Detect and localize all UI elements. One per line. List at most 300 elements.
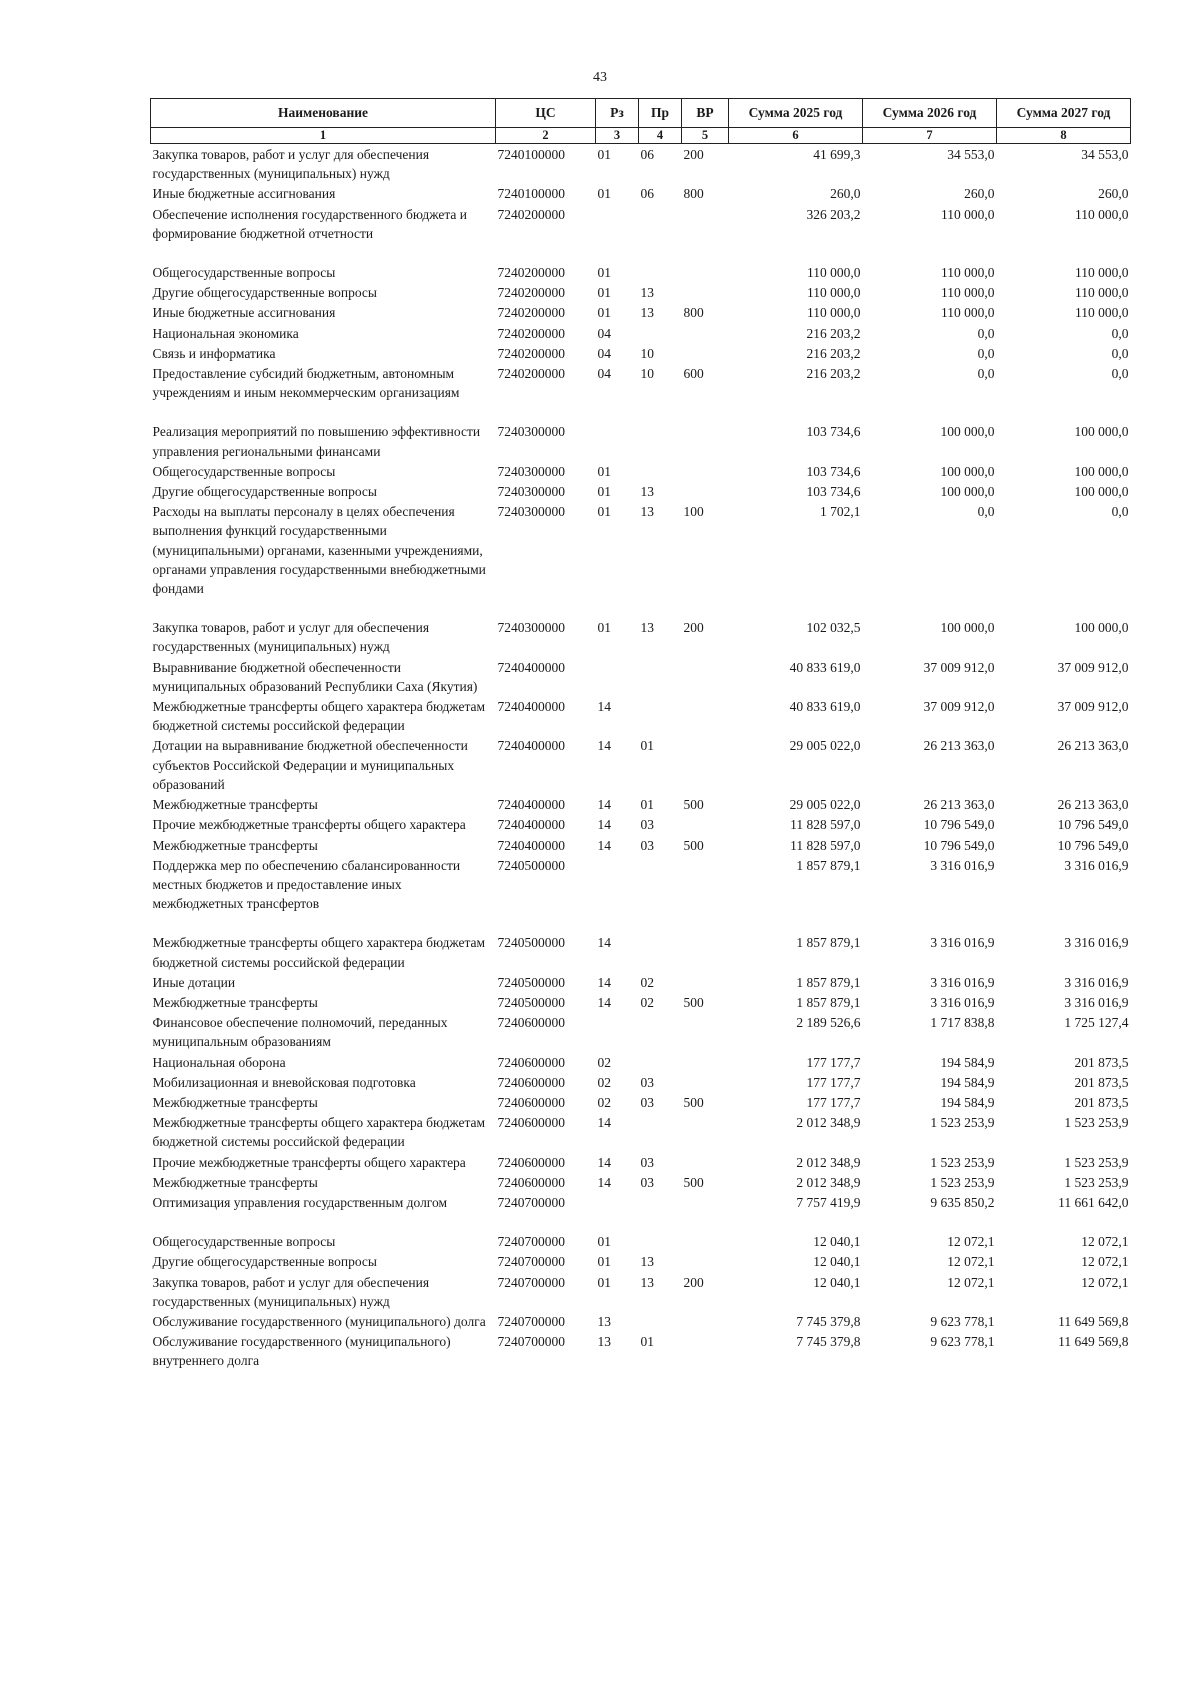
table-row xyxy=(151,794,1131,814)
table-row xyxy=(151,1112,1131,1151)
row-sum-2025: 326 203,2 xyxy=(806,206,861,222)
row-name: Расходы на выплаты персоналу в целях обеспечения выполнения функций государственными (муниципальными) органами, казенными учреждениями, органами управления государственными внебюджетными фондами xyxy=(152,504,486,597)
row-sum-2026: 100 000,0 xyxy=(940,484,995,500)
row-pr xyxy=(639,421,682,460)
row-sum-2025: 41 699,3 xyxy=(813,147,861,162)
table-row xyxy=(151,735,1131,794)
row-rz xyxy=(596,657,639,696)
table-row xyxy=(151,992,1131,1012)
row-sum-2026: 26 213 363,0 xyxy=(923,797,995,813)
row-vr xyxy=(682,932,729,971)
row-sum-2026: 3 316 016,9 xyxy=(930,994,995,1010)
row-sum-2025: 12 040,1 xyxy=(813,1234,861,1250)
row-pr: 13 xyxy=(640,620,654,636)
row-rz: 01 xyxy=(597,1234,611,1250)
column-number: 2 xyxy=(496,128,596,144)
row-sum-2026: 34 553,0 xyxy=(947,147,995,162)
row-rz: 02 xyxy=(597,1074,611,1090)
row-vr xyxy=(682,696,729,735)
table-row xyxy=(151,855,1131,914)
row-vr: 500 xyxy=(683,994,704,1010)
table-row xyxy=(151,144,1131,184)
row-vr: 500 xyxy=(683,1094,704,1110)
table-row xyxy=(151,1251,1131,1271)
row-vr: 800 xyxy=(683,186,704,202)
row-cs: 7240400000 xyxy=(497,699,565,715)
row-sum-2025: 216 203,2 xyxy=(806,345,861,361)
row-cs: 7240400000 xyxy=(497,797,565,813)
row-cs: 7240100000 xyxy=(497,186,565,202)
table-row xyxy=(151,501,1131,598)
row-vr xyxy=(682,461,729,481)
row-spacer xyxy=(151,598,1131,617)
row-rz: 14 xyxy=(597,1174,611,1190)
row-sum-2027: 260,0 xyxy=(1098,186,1129,202)
row-name: Закупка товаров, работ и услуг для обеспечения государственных (муниципальных) нужд xyxy=(152,147,430,182)
row-name: Межбюджетные трансферты общего характера бюджетам бюджетной системы российской федерации xyxy=(152,699,486,734)
row-vr: 200 xyxy=(683,1274,704,1290)
row-sum-2026: 110 000,0 xyxy=(941,285,995,301)
row-sum-2027: 11 649 569,8 xyxy=(1058,1313,1129,1329)
row-sum-2026: 194 584,9 xyxy=(940,1074,995,1090)
row-rz: 01 xyxy=(597,147,611,162)
row-sum-2026: 9 635 850,2 xyxy=(930,1194,995,1210)
row-spacer xyxy=(151,402,1131,421)
row-sum-2026: 100 000,0 xyxy=(940,463,995,479)
row-vr xyxy=(682,1052,729,1072)
row-pr: 02 xyxy=(640,974,654,990)
row-rz: 14 xyxy=(597,994,611,1010)
row-sum-2027: 201 873,5 xyxy=(1074,1074,1129,1090)
row-sum-2025: 40 833 619,0 xyxy=(789,659,861,675)
table-row xyxy=(151,343,1131,363)
row-sum-2027: 1 523 253,9 xyxy=(1064,1174,1129,1190)
row-pr: 06 xyxy=(640,186,654,202)
row-sum-2026: 26 213 363,0 xyxy=(923,738,995,754)
row-vr xyxy=(682,262,729,282)
row-name: Закупка товаров, работ и услуг для обеспечения государственных (муниципальных) нужд xyxy=(152,1274,430,1309)
row-sum-2027: 12 072,1 xyxy=(1081,1234,1129,1250)
row-pr: 13 xyxy=(640,285,654,301)
row-sum-2027: 0,0 xyxy=(1111,345,1129,361)
row-sum-2026: 3 316 016,9 xyxy=(930,935,995,951)
row-cs: 7240400000 xyxy=(497,817,565,833)
row-vr xyxy=(682,972,729,992)
row-sum-2025: 110 000,0 xyxy=(807,285,861,301)
row-name: Национальная экономика xyxy=(152,325,299,341)
row-cs: 7240600000 xyxy=(497,1015,565,1031)
row-sum-2026: 100 000,0 xyxy=(940,620,995,636)
row-sum-2025: 12 040,1 xyxy=(813,1254,861,1270)
row-pr: 03 xyxy=(640,1174,654,1190)
row-sum-2027: 1 523 253,9 xyxy=(1064,1154,1129,1170)
row-sum-2026: 3 316 016,9 xyxy=(930,974,995,990)
column-number-row xyxy=(151,128,1131,144)
row-name: Мобилизационная и вневойсковая подготовка xyxy=(152,1074,416,1090)
table-row xyxy=(151,972,1131,992)
row-sum-2027: 110 000,0 xyxy=(1075,265,1129,281)
row-cs: 7240700000 xyxy=(497,1254,565,1270)
row-cs: 7240300000 xyxy=(497,424,565,440)
row-pr: 13 xyxy=(640,305,654,321)
row-sum-2027: 3 316 016,9 xyxy=(1064,974,1129,990)
row-cs: 7240500000 xyxy=(497,935,565,951)
row-sum-2027: 1 523 253,9 xyxy=(1064,1115,1129,1131)
row-cs: 7240500000 xyxy=(497,974,565,990)
row-spacer-cell xyxy=(151,913,1131,932)
row-rz: 13 xyxy=(597,1313,611,1329)
row-cs: 7240700000 xyxy=(497,1234,565,1250)
row-rz xyxy=(596,855,639,914)
row-name: Реализация мероприятий по повышению эффективности управления региональными финансами xyxy=(152,424,481,459)
row-spacer-cell xyxy=(151,1212,1131,1231)
table-row xyxy=(151,302,1131,322)
row-sum-2027: 26 213 363,0 xyxy=(1057,738,1129,754)
row-rz xyxy=(596,1192,639,1212)
row-sum-2027: 26 213 363,0 xyxy=(1057,797,1129,813)
row-sum-2027: 11 661 642,0 xyxy=(1058,1194,1129,1210)
row-pr: 13 xyxy=(640,504,654,520)
column-number: 3 xyxy=(596,128,639,144)
row-vr xyxy=(682,1192,729,1212)
row-sum-2025: 40 833 619,0 xyxy=(789,699,861,715)
row-name: Иные бюджетные ассигнования xyxy=(152,186,336,202)
row-name: Выравнивание бюджетной обеспеченности муниципальных образований Республики Саха (Якутия) xyxy=(152,659,478,694)
row-name: Межбюджетные трансферты xyxy=(152,1094,318,1110)
row-name: Межбюджетные трансферты общего характера бюджетам бюджетной системы российской федерации xyxy=(152,1115,486,1150)
row-vr xyxy=(682,481,729,501)
row-rz: 01 xyxy=(597,285,611,301)
row-sum-2025: 2 012 348,9 xyxy=(796,1154,861,1170)
row-rz: 14 xyxy=(597,699,611,715)
row-rz: 14 xyxy=(597,817,611,833)
row-cs: 7240500000 xyxy=(497,857,565,873)
row-sum-2026: 37 009 912,0 xyxy=(923,699,995,715)
row-vr: 100 xyxy=(683,504,704,520)
row-sum-2027: 1 725 127,4 xyxy=(1064,1015,1129,1031)
row-name: Дотации на выравнивание бюджетной обеспеченности субъектов Российской Федерации и муниципальных образований xyxy=(152,738,468,792)
table-row xyxy=(151,1272,1131,1311)
table-row xyxy=(151,657,1131,696)
row-sum-2026: 0,0 xyxy=(977,504,995,520)
row-sum-2027: 110 000,0 xyxy=(1075,305,1129,321)
row-vr xyxy=(682,1251,729,1271)
row-pr: 01 xyxy=(640,797,654,813)
row-cs: 7240600000 xyxy=(497,1094,565,1110)
row-sum-2026: 10 796 549,0 xyxy=(923,837,995,853)
row-pr xyxy=(639,1231,682,1251)
row-sum-2026: 37 009 912,0 xyxy=(923,659,995,675)
row-rz: 14 xyxy=(597,797,611,813)
row-cs: 7240600000 xyxy=(497,1174,565,1190)
row-cs: 7240700000 xyxy=(497,1313,565,1329)
table-row xyxy=(151,814,1131,834)
row-sum-2026: 1 523 253,9 xyxy=(930,1154,995,1170)
row-sum-2025: 103 734,6 xyxy=(806,484,861,500)
row-vr: 200 xyxy=(683,147,704,162)
row-sum-2025: 177 177,7 xyxy=(806,1054,861,1070)
row-name: Межбюджетные трансферты xyxy=(152,994,318,1010)
row-sum-2025: 177 177,7 xyxy=(806,1074,861,1090)
row-cs: 7240100000 xyxy=(497,147,565,162)
table-row xyxy=(151,1092,1131,1112)
row-rz: 14 xyxy=(597,935,611,951)
row-sum-2025: 2 189 526,6 xyxy=(796,1015,861,1031)
row-name: Национальная оборона xyxy=(152,1054,286,1070)
row-sum-2027: 37 009 912,0 xyxy=(1057,699,1129,715)
row-pr: 10 xyxy=(640,345,654,361)
table-row xyxy=(151,282,1131,302)
table-row xyxy=(151,481,1131,501)
row-pr: 03 xyxy=(640,837,654,853)
row-cs: 7240600000 xyxy=(497,1054,565,1070)
row-vr: 200 xyxy=(683,620,704,636)
row-pr xyxy=(639,1192,682,1212)
row-sum-2026: 110 000,0 xyxy=(941,265,995,281)
row-name: Финансовое обеспечение полномочий, переданных муниципальным образованиям xyxy=(152,1015,448,1050)
row-name: Предоставление субсидий бюджетным, автономным учреждениям и иным некоммерческим организациям xyxy=(152,366,460,401)
column-number: 6 xyxy=(729,128,863,144)
row-spacer-cell xyxy=(151,402,1131,421)
row-rz: 01 xyxy=(597,186,611,202)
row-name: Оптимизация управления государственным долгом xyxy=(152,1194,448,1210)
header-cs: ЦС xyxy=(496,99,596,128)
table-row xyxy=(151,1192,1131,1212)
row-sum-2027: 12 072,1 xyxy=(1081,1254,1129,1270)
row-sum-2025: 11 828 597,0 xyxy=(790,837,861,853)
header-sum-2026: Сумма 2026 год xyxy=(863,99,997,128)
row-vr xyxy=(682,421,729,460)
row-vr: 500 xyxy=(683,797,704,813)
row-sum-2025: 2 012 348,9 xyxy=(796,1174,861,1190)
row-vr xyxy=(682,323,729,343)
row-cs: 7240200000 xyxy=(497,206,565,222)
header-row xyxy=(151,99,1131,128)
row-name: Межбюджетные трансферты xyxy=(152,1174,318,1190)
row-spacer xyxy=(151,913,1131,932)
row-vr xyxy=(682,855,729,914)
row-vr xyxy=(682,282,729,302)
row-sum-2026: 0,0 xyxy=(977,366,995,382)
row-sum-2027: 110 000,0 xyxy=(1075,206,1129,222)
row-name: Межбюджетные трансферты общего характера бюджетам бюджетной системы российской федерации xyxy=(152,935,486,970)
row-sum-2025: 12 040,1 xyxy=(813,1274,861,1290)
row-sum-2025: 103 734,6 xyxy=(806,463,861,479)
row-sum-2026: 12 072,1 xyxy=(947,1274,995,1290)
row-name: Поддержка мер по обеспечению сбалансированности местных бюджетов и предоставление иных межбюджетных трансфертов xyxy=(152,857,461,912)
table-row xyxy=(151,262,1131,282)
row-name: Обеспечение исполнения государственного бюджета и формирование бюджетной отчетности xyxy=(152,206,467,241)
row-sum-2025: 1 702,1 xyxy=(820,504,861,520)
row-vr xyxy=(682,343,729,363)
table-row xyxy=(151,421,1131,460)
row-sum-2026: 194 584,9 xyxy=(940,1094,995,1110)
table-row xyxy=(151,1012,1131,1051)
row-sum-2026: 0,0 xyxy=(977,325,995,341)
row-vr: 600 xyxy=(683,366,704,382)
row-vr: 500 xyxy=(683,1174,704,1190)
row-sum-2025: 110 000,0 xyxy=(807,305,861,321)
page-number: 43 xyxy=(593,70,607,85)
row-pr xyxy=(639,1012,682,1051)
row-cs: 7240400000 xyxy=(497,659,565,675)
row-sum-2026: 10 796 549,0 xyxy=(923,817,995,833)
row-sum-2026: 110 000,0 xyxy=(941,305,995,321)
row-rz: 02 xyxy=(597,1094,611,1110)
row-sum-2027: 10 796 549,0 xyxy=(1057,817,1129,833)
row-sum-2025: 2 012 348,9 xyxy=(796,1115,861,1131)
row-sum-2025: 110 000,0 xyxy=(807,265,861,281)
table-row xyxy=(151,204,1131,243)
header-rz: Рз xyxy=(596,99,639,128)
row-sum-2026: 1 523 253,9 xyxy=(930,1115,995,1131)
row-name: Другие общегосударственные вопросы xyxy=(152,285,377,301)
row-sum-2026: 260,0 xyxy=(964,186,995,202)
row-spacer xyxy=(151,243,1131,262)
row-vr: 800 xyxy=(683,305,704,321)
row-pr: 03 xyxy=(640,1094,654,1110)
row-sum-2027: 12 072,1 xyxy=(1081,1274,1129,1290)
header-sum-2027: Сумма 2027 год xyxy=(997,99,1131,128)
row-pr xyxy=(639,262,682,282)
row-pr xyxy=(639,657,682,696)
row-sum-2026: 9 623 778,1 xyxy=(930,1313,995,1329)
row-sum-2026: 1 523 253,9 xyxy=(930,1174,995,1190)
row-sum-2026: 12 072,1 xyxy=(947,1234,995,1250)
row-vr xyxy=(682,735,729,794)
row-pr xyxy=(639,696,682,735)
row-name: Связь и информатика xyxy=(152,345,276,361)
column-number: 5 xyxy=(682,128,729,144)
row-sum-2026: 9 623 778,1 xyxy=(930,1334,995,1350)
row-name: Закупка товаров, работ и услуг для обеспечения государственных (муниципальных) нужд xyxy=(152,620,430,655)
row-cs: 7240600000 xyxy=(497,1074,565,1090)
row-sum-2025: 102 032,5 xyxy=(806,620,861,636)
row-name: Иные дотации xyxy=(152,974,236,990)
row-rz: 01 xyxy=(597,1254,611,1270)
row-rz: 01 xyxy=(597,620,611,636)
row-vr xyxy=(682,814,729,834)
table-row xyxy=(151,323,1131,343)
row-cs: 7240600000 xyxy=(497,1115,565,1131)
row-name: Обслуживание государственного (муниципального) долга xyxy=(152,1313,486,1329)
header-name: Наименование xyxy=(151,99,496,128)
row-sum-2027: 11 649 569,8 xyxy=(1058,1334,1129,1350)
row-cs: 7240300000 xyxy=(497,620,565,636)
row-vr xyxy=(682,1012,729,1051)
row-cs: 7240600000 xyxy=(497,1154,565,1170)
table-row xyxy=(151,932,1131,971)
row-sum-2025: 29 005 022,0 xyxy=(789,738,861,754)
row-pr xyxy=(639,855,682,914)
row-cs: 7240700000 xyxy=(497,1274,565,1290)
row-sum-2027: 3 316 016,9 xyxy=(1064,935,1129,951)
row-name: Прочие межбюджетные трансферты общего характера xyxy=(152,817,466,833)
row-sum-2026: 3 316 016,9 xyxy=(930,857,995,873)
row-sum-2025: 29 005 022,0 xyxy=(789,797,861,813)
row-name: Межбюджетные трансферты xyxy=(152,837,318,853)
row-cs: 7240300000 xyxy=(497,504,565,520)
row-name: Общегосударственные вопросы xyxy=(152,1234,336,1250)
row-rz: 02 xyxy=(597,1054,611,1070)
row-sum-2025: 216 203,2 xyxy=(806,366,861,382)
row-cs: 7240200000 xyxy=(497,345,565,361)
row-cs: 7240400000 xyxy=(497,837,565,853)
row-name: Иные бюджетные ассигнования xyxy=(152,305,336,321)
row-pr: 01 xyxy=(640,1334,654,1350)
table-row xyxy=(151,696,1131,735)
budget-table xyxy=(150,98,1131,1371)
row-pr xyxy=(639,323,682,343)
row-name: Прочие межбюджетные трансферты общего характера xyxy=(152,1154,466,1170)
row-sum-2025: 103 734,6 xyxy=(806,424,861,440)
row-pr: 10 xyxy=(640,366,654,382)
row-sum-2025: 11 828 597,0 xyxy=(790,817,861,833)
row-sum-2026: 100 000,0 xyxy=(940,424,995,440)
row-pr: 13 xyxy=(640,1254,654,1270)
table-row xyxy=(151,1052,1131,1072)
row-vr xyxy=(682,1311,729,1331)
column-number: 4 xyxy=(639,128,682,144)
row-rz: 14 xyxy=(597,1154,611,1170)
row-cs: 7240200000 xyxy=(497,265,565,281)
row-pr: 02 xyxy=(640,994,654,1010)
row-cs: 7240200000 xyxy=(497,366,565,382)
row-rz: 01 xyxy=(597,265,611,281)
row-rz: 01 xyxy=(597,463,611,479)
row-vr: 500 xyxy=(683,837,704,853)
row-sum-2027: 201 873,5 xyxy=(1074,1094,1129,1110)
table-row xyxy=(151,617,1131,656)
row-sum-2026: 1 717 838,8 xyxy=(930,1015,995,1031)
row-vr xyxy=(682,204,729,243)
row-rz: 01 xyxy=(597,484,611,500)
column-number: 7 xyxy=(863,128,997,144)
row-rz xyxy=(596,421,639,460)
row-rz: 04 xyxy=(597,325,611,341)
table-row xyxy=(151,461,1131,481)
row-rz: 14 xyxy=(597,974,611,990)
table-row xyxy=(151,1331,1131,1370)
table-row xyxy=(151,835,1131,855)
row-pr xyxy=(639,1052,682,1072)
row-rz: 01 xyxy=(597,504,611,520)
row-rz xyxy=(596,204,639,243)
row-pr xyxy=(639,1112,682,1151)
row-sum-2025: 7 745 379,8 xyxy=(796,1334,861,1350)
table-row xyxy=(151,1172,1131,1192)
table-row xyxy=(151,1072,1131,1092)
row-vr xyxy=(682,1152,729,1172)
row-cs: 7240200000 xyxy=(497,305,565,321)
row-vr xyxy=(682,1072,729,1092)
row-sum-2027: 100 000,0 xyxy=(1074,463,1129,479)
row-pr: 01 xyxy=(640,738,654,754)
row-rz: 04 xyxy=(597,366,611,382)
row-name: Другие общегосударственные вопросы xyxy=(152,1254,377,1270)
row-pr: 06 xyxy=(640,147,654,162)
row-pr: 03 xyxy=(640,817,654,833)
row-spacer-cell xyxy=(151,243,1131,262)
table-row xyxy=(151,363,1131,402)
row-name: Общегосударственные вопросы xyxy=(152,463,336,479)
row-pr: 13 xyxy=(640,484,654,500)
row-rz: 01 xyxy=(597,1274,611,1290)
row-cs: 7240200000 xyxy=(497,285,565,301)
row-cs: 7240700000 xyxy=(497,1334,565,1350)
row-spacer-cell xyxy=(151,598,1131,617)
table-row xyxy=(151,1311,1131,1331)
